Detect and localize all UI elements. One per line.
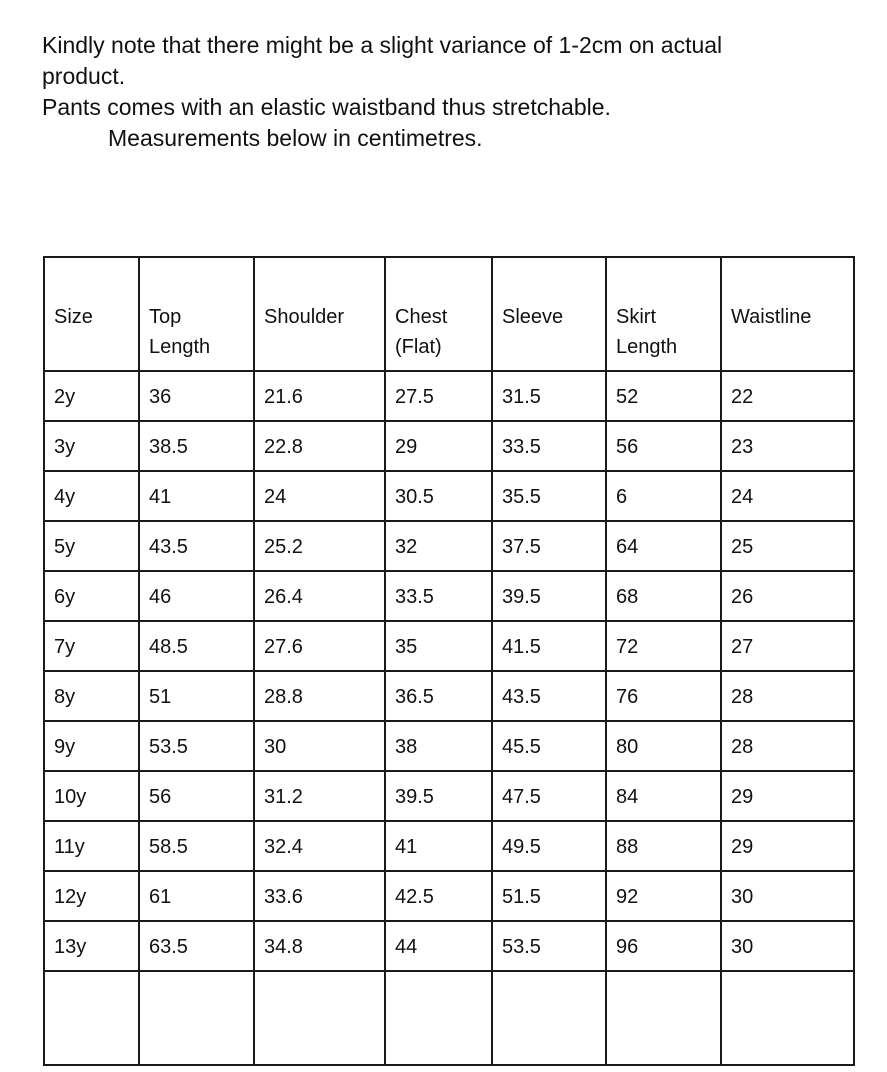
- units-note: Measurements below in centimetres.: [108, 125, 483, 151]
- cell-shoulder: 21.6: [254, 371, 385, 421]
- cell-size: 10y: [44, 771, 139, 821]
- cell-top-length: 53.5: [139, 721, 254, 771]
- cell-size: 13y: [44, 921, 139, 971]
- cell-sleeve: 39.5: [492, 571, 606, 621]
- header-skirt-length: Skirt Length: [606, 257, 721, 371]
- cell-size: 8y: [44, 671, 139, 721]
- cell-waistline: 28: [721, 721, 854, 771]
- cell-sleeve: 35.5: [492, 471, 606, 521]
- blank-cell: [385, 971, 492, 1065]
- cell-shoulder: 30: [254, 721, 385, 771]
- cell-top-length: 43.5: [139, 521, 254, 571]
- cell-top-length: 41: [139, 471, 254, 521]
- cell-sleeve: 43.5: [492, 671, 606, 721]
- cell-shoulder: 25.2: [254, 521, 385, 571]
- table-row: [44, 671, 854, 721]
- cell-top-length: 61: [139, 871, 254, 921]
- cell-chest: 42.5: [385, 871, 492, 921]
- table-row: [44, 871, 854, 921]
- blank-cell: [254, 971, 385, 1065]
- cell-top-length: 56: [139, 771, 254, 821]
- cell-sleeve: 47.5: [492, 771, 606, 821]
- cell-waistline: 27: [721, 621, 854, 671]
- cell-sleeve: 53.5: [492, 921, 606, 971]
- cell-chest: 39.5: [385, 771, 492, 821]
- table-row: [44, 771, 854, 821]
- cell-waistline: 30: [721, 921, 854, 971]
- table-row: [44, 471, 854, 521]
- cell-top-length: 51: [139, 671, 254, 721]
- cell-chest: 30.5: [385, 471, 492, 521]
- cell-sleeve: 51.5: [492, 871, 606, 921]
- cell-top-length: 36: [139, 371, 254, 421]
- cell-size: 6y: [44, 571, 139, 621]
- header-chest-flat: Chest (Flat): [385, 257, 492, 371]
- cell-size: 2y: [44, 371, 139, 421]
- header-waistline: Waistline: [721, 257, 854, 371]
- cell-chest: 36.5: [385, 671, 492, 721]
- cell-waistline: 28: [721, 671, 854, 721]
- blank-cell: [721, 971, 854, 1065]
- cell-waistline: 29: [721, 821, 854, 871]
- table-header: [44, 257, 854, 371]
- cell-sleeve: 45.5: [492, 721, 606, 771]
- cell-skirt-length: 88: [606, 821, 721, 871]
- waistband-note: Pants comes with an elastic waistband thus stretchable.: [42, 94, 611, 120]
- cell-skirt-length: 96: [606, 921, 721, 971]
- cell-chest: 27.5: [385, 371, 492, 421]
- table-row: [44, 621, 854, 671]
- cell-sleeve: 33.5: [492, 421, 606, 471]
- cell-shoulder: 33.6: [254, 871, 385, 921]
- table-row: [44, 521, 854, 571]
- table-row: [44, 371, 854, 421]
- cell-size: 5y: [44, 521, 139, 571]
- variance-note-continued: product.: [42, 63, 126, 89]
- blank-row: [44, 971, 854, 1065]
- table-row: [44, 421, 854, 471]
- header-row: [44, 257, 854, 371]
- cell-waistline: 29: [721, 771, 854, 821]
- cell-skirt-length: 80: [606, 721, 721, 771]
- blank-cell: [139, 971, 254, 1065]
- cell-skirt-length: 92: [606, 871, 721, 921]
- table-row: [44, 821, 854, 871]
- cell-shoulder: 24: [254, 471, 385, 521]
- cell-skirt-length: 76: [606, 671, 721, 721]
- cell-sleeve: 41.5: [492, 621, 606, 671]
- table-body: [44, 371, 854, 1065]
- cell-shoulder: 32.4: [254, 821, 385, 871]
- cell-shoulder: 22.8: [254, 421, 385, 471]
- cell-skirt-length: 68: [606, 571, 721, 621]
- header-size: Size: [44, 257, 139, 371]
- cell-top-length: 38.5: [139, 421, 254, 471]
- blank-cell: [606, 971, 721, 1065]
- cell-shoulder: 28.8: [254, 671, 385, 721]
- blank-cell: [492, 971, 606, 1065]
- cell-skirt-length: 6: [606, 471, 721, 521]
- cell-chest: 33.5: [385, 571, 492, 621]
- variance-note: Kindly note that there might be a slight variance of 1-2cm on actual: [42, 32, 723, 58]
- cell-skirt-length: 72: [606, 621, 721, 671]
- cell-chest: 38: [385, 721, 492, 771]
- cell-waistline: 22: [721, 371, 854, 421]
- notes-block: [42, 30, 862, 154]
- cell-chest: 32: [385, 521, 492, 571]
- cell-waistline: 23: [721, 421, 854, 471]
- cell-shoulder: 34.8: [254, 921, 385, 971]
- table-row: [44, 721, 854, 771]
- cell-skirt-length: 84: [606, 771, 721, 821]
- cell-chest: 29: [385, 421, 492, 471]
- cell-shoulder: 26.4: [254, 571, 385, 621]
- cell-top-length: 46: [139, 571, 254, 621]
- cell-skirt-length: 64: [606, 521, 721, 571]
- cell-top-length: 48.5: [139, 621, 254, 671]
- cell-top-length: 63.5: [139, 921, 254, 971]
- size-chart-table: [43, 256, 855, 1066]
- cell-waistline: 26: [721, 571, 854, 621]
- cell-sleeve: 31.5: [492, 371, 606, 421]
- header-top-length: Top Length: [139, 257, 254, 371]
- header-sleeve: Sleeve: [492, 257, 606, 371]
- blank-cell: [44, 971, 139, 1065]
- cell-size: 11y: [44, 821, 139, 871]
- cell-sleeve: 49.5: [492, 821, 606, 871]
- cell-skirt-length: 56: [606, 421, 721, 471]
- cell-waistline: 25: [721, 521, 854, 571]
- header-shoulder: Shoulder: [254, 257, 385, 371]
- cell-size: 3y: [44, 421, 139, 471]
- cell-chest: 35: [385, 621, 492, 671]
- cell-size: 12y: [44, 871, 139, 921]
- cell-chest: 41: [385, 821, 492, 871]
- cell-size: 9y: [44, 721, 139, 771]
- cell-shoulder: 27.6: [254, 621, 385, 671]
- cell-size: 4y: [44, 471, 139, 521]
- cell-size: 7y: [44, 621, 139, 671]
- table-row: [44, 571, 854, 621]
- cell-waistline: 24: [721, 471, 854, 521]
- cell-shoulder: 31.2: [254, 771, 385, 821]
- cell-waistline: 30: [721, 871, 854, 921]
- table-row: [44, 921, 854, 971]
- cell-top-length: 58.5: [139, 821, 254, 871]
- cell-sleeve: 37.5: [492, 521, 606, 571]
- cell-skirt-length: 52: [606, 371, 721, 421]
- cell-chest: 44: [385, 921, 492, 971]
